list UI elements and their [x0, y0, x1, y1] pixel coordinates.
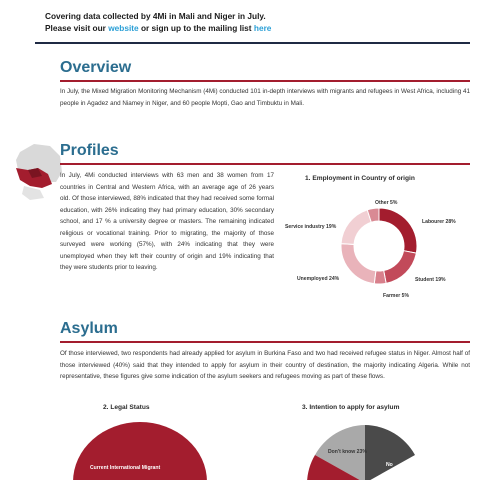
- mailing-list-link[interactable]: here: [253, 23, 272, 33]
- overview-title: Overview: [60, 59, 132, 76]
- donut-slice-0: [379, 208, 417, 253]
- banner-line-2-middle: or sign up to the mailing list: [140, 23, 252, 33]
- banner-line-2: [45, 22, 470, 34]
- chart-3-title: 3. Intention to apply for asylum: [302, 404, 400, 411]
- asylum-label-dont-know: Don't know 23%: [328, 449, 367, 455]
- donut-slice-1: [384, 251, 417, 284]
- overview-text: In July, the Mixed Migration Monitoring Mechanism (4Mi) conducted 101 in-depth interviews with migrants and refugees in West Africa, including 41 people in Agadez and Niamey in Niger, and 60 people Mopti, Gao and Timbuktu in Mali.: [60, 88, 470, 107]
- donut-label-labourer: Labourer 28%: [422, 219, 456, 225]
- donut-label-student: Student 19%: [415, 277, 446, 283]
- donut-label-unemployed: Unemployed 24%: [297, 276, 340, 282]
- donut-slice-4: [341, 210, 371, 245]
- banner-line-2-prefix: Please visit our: [45, 23, 106, 33]
- donut-slice-3: [341, 244, 376, 284]
- asylum-title: Asylum: [60, 320, 118, 337]
- donut-label-service: Service industry 19%: [285, 224, 337, 230]
- chart-2-title: 2. Legal Status: [103, 404, 150, 411]
- profiles-title: Profiles: [60, 142, 119, 159]
- profiles-text: In July, 4Mi conducted interviews with 63 men and 38 women from 17 countries in Central and Western Africa, with an average age of 26 years old. Of those interviewed, 88% indicated that they had received some formal education, with 26% indicating they had primary education, 30% secondary school, and 17 % a university degree or masters. The remaining indicated religious or vocational training. Prior to migrating, the majority of those surveyed were working (57%), with 24% indicating that they were unemployed when they left their country of origin and 19% indicating that they were students prior to leaving.: [60, 172, 274, 271]
- donut-label-farmer: Farmer 5%: [383, 293, 410, 299]
- asylum-label-no: No: [386, 462, 393, 468]
- overview-rule: [60, 80, 470, 82]
- asylum-rule: [60, 341, 470, 343]
- employment-donut-chart: [329, 206, 429, 286]
- legal-status-pie-chart: [70, 420, 210, 480]
- website-link[interactable]: website: [108, 23, 139, 33]
- asylum-text: Of those interviewed, two respondents had already applied for asylum in Burkina Faso and two had received refugee status in Niger. Almost half of those interviewed (40%) said that they intended to apply for asylum in their country of destination, the majority indicating Algeria. While not representative, these figures give some indication of the asylum seekers and refugees moving as part of these flows.: [60, 350, 470, 380]
- legal-status-label: Current International Migrant: [90, 465, 161, 471]
- profiles-rule: [60, 163, 470, 165]
- header-banner: [35, 0, 470, 44]
- donut-label-other: Other 5%: [375, 200, 398, 206]
- banner-line-1: Covering data collected by 4Mi in Mali and Niger in July.: [45, 11, 266, 21]
- chart-1-title: 1. Employment in Country of origin: [305, 175, 415, 182]
- west-africa-map-icon: [14, 138, 64, 204]
